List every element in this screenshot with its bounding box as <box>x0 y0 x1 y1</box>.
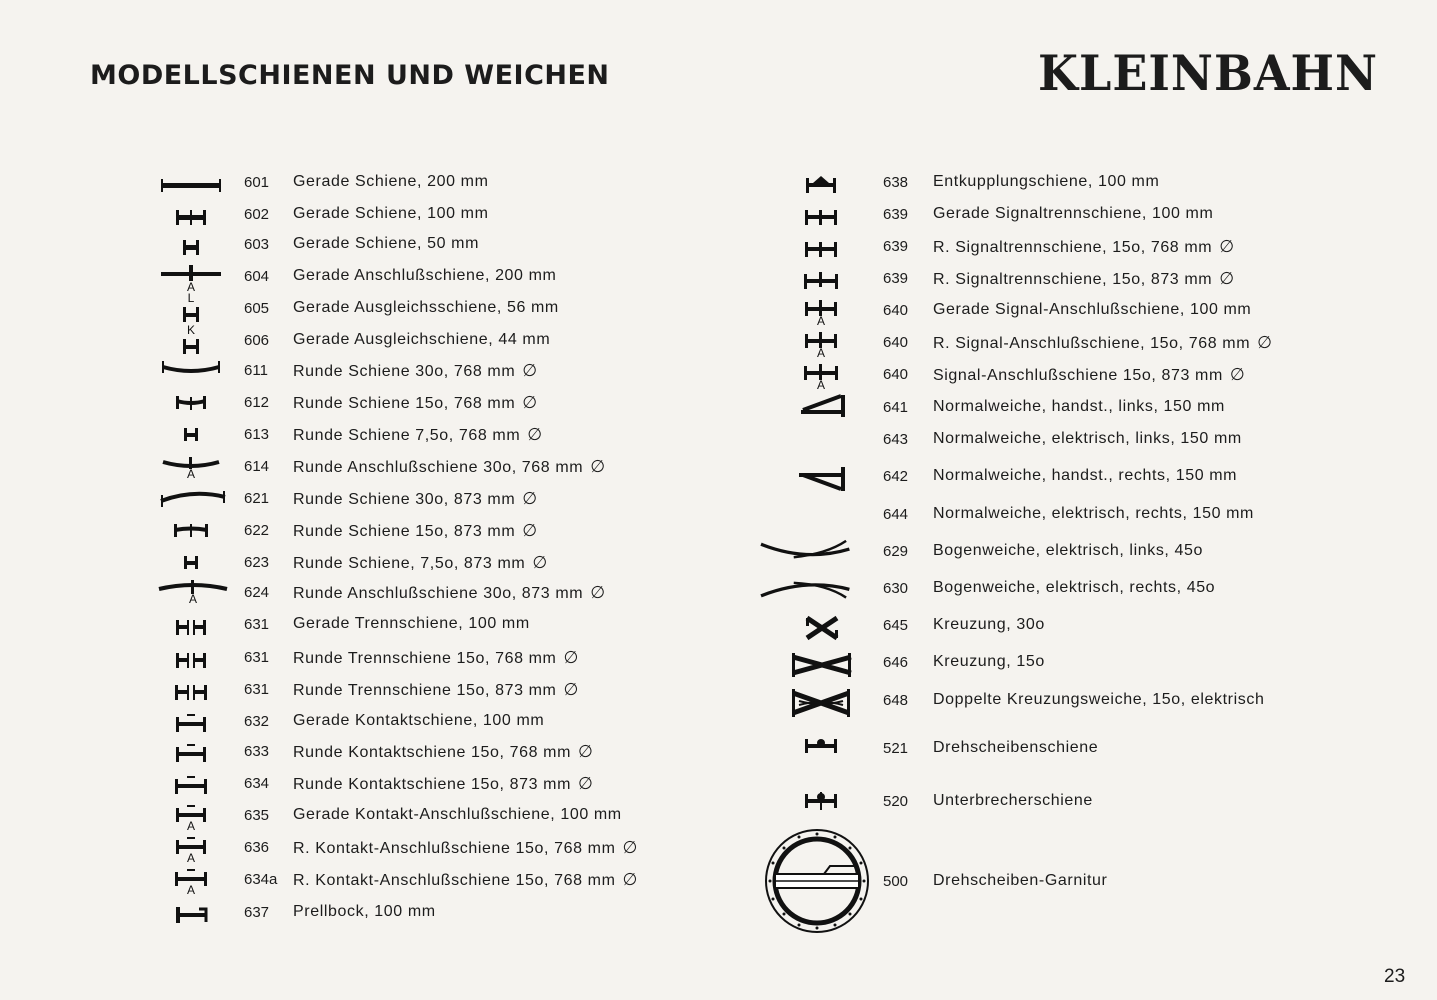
item-number: 630 <box>883 580 909 597</box>
curved-rail-short-icon <box>161 419 251 455</box>
item-description: Doppelte Kreuzungsweiche, 15o, elektrisch <box>933 691 1265 708</box>
diameter-icon: ∅ <box>522 361 538 380</box>
item-number: 614 <box>244 458 270 475</box>
page-number: 23 <box>1384 966 1406 987</box>
curved-turnout-left-icon <box>761 536 851 572</box>
item-number: 520 <box>883 793 909 810</box>
item-number: 623 <box>244 554 270 571</box>
crossing-15-icon <box>761 647 851 683</box>
item-number: 631 <box>244 681 270 698</box>
item-description: Normalweiche, elektrisch, links, 150 mm <box>933 430 1242 447</box>
double-slip-switch-icon <box>761 685 851 721</box>
item-description: Runde Schiene 30o, 768 mm ∅ <box>293 361 538 380</box>
item-description: Runde Trennschiene 15o, 768 mm ∅ <box>293 648 579 667</box>
item-number: 631 <box>244 649 270 666</box>
item-description: Drehscheiben-Garnitur <box>933 872 1108 889</box>
item-number: 642 <box>883 468 909 485</box>
glyph-label: A <box>188 592 198 606</box>
crossing-30-icon <box>761 610 851 646</box>
item-description: Prellbock, 100 mm <box>293 903 436 920</box>
glyph-label: A <box>186 280 196 294</box>
item-description: Drehscheibenschiene <box>933 739 1099 756</box>
item-number: 637 <box>244 904 270 921</box>
page-title: MODELLSCHIENEN UND WEICHEN <box>90 60 610 91</box>
glyph-label: A <box>186 883 196 897</box>
item-description: Runde Kontaktschiene 15o, 768 mm ∅ <box>293 742 594 761</box>
item-description: Gerade Schiene, 50 mm <box>293 235 480 252</box>
item-number: 604 <box>244 268 270 285</box>
item-description: Runde Kontaktschiene 15o, 873 mm ∅ <box>293 774 594 793</box>
curved-rail-long-icon <box>161 355 251 391</box>
contact-rail-icon <box>161 736 251 772</box>
signal-terminal-rail-icon <box>761 327 851 363</box>
item-description: Runde Schiene 30o, 873 mm ∅ <box>293 489 538 508</box>
diameter-icon: ∅ <box>1257 333 1273 352</box>
diameter-icon: ∅ <box>522 393 538 412</box>
curved-terminal-rail-icon <box>161 451 251 487</box>
diameter-icon: ∅ <box>532 553 548 572</box>
item-number: 639 <box>883 206 909 223</box>
item-description: Gerade Anschlußschiene, 200 mm <box>293 267 557 284</box>
glyph-label: A <box>186 467 196 481</box>
item-number: 632 <box>244 713 270 730</box>
diameter-icon: ∅ <box>527 425 543 444</box>
item-description: Runde Trennschiene 15o, 873 mm ∅ <box>293 680 579 699</box>
straight-rail-long-icon <box>161 167 251 203</box>
diameter-icon: ∅ <box>590 583 606 602</box>
item-description: Gerade Ausgleichschiene, 44 mm <box>293 331 551 348</box>
diameter-icon: ∅ <box>622 870 638 889</box>
blank-icon <box>761 424 851 460</box>
contact-terminal-rail-icon <box>161 832 251 868</box>
item-description: Runde Schiene 15o, 873 mm ∅ <box>293 521 538 540</box>
item-number: 629 <box>883 543 909 560</box>
item-description: R. Kontakt-Anschlußschiene 15o, 768 mm ∅ <box>293 838 638 857</box>
item-number: 613 <box>244 426 270 443</box>
item-number: 631 <box>244 616 270 633</box>
diameter-icon: ∅ <box>622 838 638 857</box>
item-description: Runde Schiene, 7,5o, 873 mm ∅ <box>293 553 548 572</box>
item-description: Gerade Kontakt-Anschlußschiene, 100 mm <box>293 806 622 823</box>
item-description: Unterbrecherschiene <box>933 792 1093 809</box>
isolating-rail-icon <box>161 609 251 645</box>
diameter-icon: ∅ <box>590 457 606 476</box>
item-description: Normalweiche, elektrisch, rechts, 150 mm <box>933 505 1254 522</box>
item-description: Gerade Signal-Anschlußschiene, 100 mm <box>933 301 1252 318</box>
item-number: 602 <box>244 206 270 223</box>
item-number: 644 <box>883 506 909 523</box>
item-description: Kreuzung, 15o <box>933 653 1045 670</box>
item-description: Gerade Kontaktschiene, 100 mm <box>293 712 545 729</box>
item-description: Runde Anschlußschiene 30o, 873 mm ∅ <box>293 583 606 602</box>
item-description: Gerade Ausgleichsschiene, 56 mm <box>293 299 559 316</box>
item-number: 640 <box>883 334 909 351</box>
item-number: 611 <box>244 362 268 379</box>
item-number: 621 <box>244 490 270 507</box>
curved-terminal-rail-icon <box>161 577 251 613</box>
contact-rail-icon <box>161 768 251 804</box>
item-number: 606 <box>244 332 270 349</box>
item-number: 521 <box>883 740 909 757</box>
item-number: 639 <box>883 270 909 287</box>
signal-terminal-rail-icon <box>761 359 851 395</box>
isolating-rail-icon <box>161 674 251 710</box>
item-number: 612 <box>244 394 270 411</box>
diameter-icon: ∅ <box>563 648 579 667</box>
diameter-icon: ∅ <box>522 521 538 540</box>
glyph-label: K <box>186 323 196 337</box>
glyph-label: A <box>186 851 196 865</box>
diameter-icon: ∅ <box>578 742 594 761</box>
glyph-label: A <box>816 346 826 360</box>
diameter-icon: ∅ <box>1219 237 1235 256</box>
curved-rail-icon <box>161 387 251 423</box>
brand-logo: KLEINBAHN <box>1038 44 1379 102</box>
item-description: Runde Schiene 15o, 768 mm ∅ <box>293 393 538 412</box>
diameter-icon: ∅ <box>563 680 579 699</box>
isolating-rail-icon <box>161 642 251 678</box>
compensation-rail-icon <box>161 293 251 329</box>
turntable-rail-icon <box>761 733 851 769</box>
turntable-icon <box>764 828 870 934</box>
turnout-left-icon <box>761 392 851 428</box>
item-number: 634a <box>244 871 278 888</box>
item-description: Kreuzung, 30o <box>933 616 1045 633</box>
item-number: 640 <box>883 302 909 319</box>
item-description: R. Kontakt-Anschlußschiene 15o, 768 mm ∅ <box>293 870 638 889</box>
terminal-rail-long-icon <box>161 261 251 297</box>
item-number: 641 <box>883 399 909 416</box>
item-number: 636 <box>244 839 270 856</box>
item-description: Signal-Anschlußschiene 15o, 873 mm ∅ <box>933 365 1246 384</box>
item-description: R. Signal-Anschlußschiene, 15o, 768 mm ∅ <box>933 333 1273 352</box>
diameter-icon: ∅ <box>578 774 594 793</box>
curved-rail-long-icon <box>161 483 251 519</box>
diameter-icon: ∅ <box>1219 269 1235 288</box>
item-description: Gerade Signaltrennschiene, 100 mm <box>933 205 1214 222</box>
item-description: Gerade Trennschiene, 100 mm <box>293 615 530 632</box>
turnout-right-icon <box>761 461 851 497</box>
item-number: 638 <box>883 174 909 191</box>
buffer-stop-icon <box>161 897 251 933</box>
glyph-label: L <box>187 291 195 305</box>
item-description: Gerade Schiene, 200 mm <box>293 173 489 190</box>
item-description: Gerade Schiene, 100 mm <box>293 205 489 222</box>
straight-rail-short-icon <box>161 229 251 265</box>
item-number: 648 <box>883 692 909 709</box>
item-number: 645 <box>883 617 909 634</box>
item-number: 633 <box>244 743 270 760</box>
item-number: 601 <box>244 174 270 191</box>
item-number: 640 <box>883 366 909 383</box>
glyph-label: A <box>816 378 826 392</box>
item-number: 605 <box>244 300 270 317</box>
interrupter-rail-icon <box>761 786 851 822</box>
glyph-label: A <box>186 819 196 833</box>
signal-isolating-rail-icon <box>761 263 851 299</box>
item-number: 500 <box>883 873 909 890</box>
item-description: Normalweiche, handst., links, 150 mm <box>933 398 1225 415</box>
uncoupling-rail-icon <box>761 167 851 203</box>
item-description: R. Signaltrennschiene, 15o, 768 mm ∅ <box>933 237 1235 256</box>
diameter-icon: ∅ <box>1229 365 1246 384</box>
glyph-label: A <box>816 314 826 328</box>
item-number: 624 <box>244 584 270 601</box>
contact-terminal-rail-icon <box>161 800 251 836</box>
item-description: Bogenweiche, elektrisch, rechts, 45o <box>933 579 1216 596</box>
item-number: 639 <box>883 238 909 255</box>
contact-terminal-rail-icon <box>161 864 251 900</box>
item-number: 634 <box>244 775 270 792</box>
item-description: Runde Schiene 7,5o, 768 mm ∅ <box>293 425 543 444</box>
item-number: 643 <box>883 431 909 448</box>
item-description: Entkupplungschiene, 100 mm <box>933 173 1160 190</box>
item-description: Runde Anschlußschiene 30o, 768 mm ∅ <box>293 457 606 476</box>
item-number: 622 <box>244 522 270 539</box>
item-description: Normalweiche, handst., rechts, 150 mm <box>933 467 1238 484</box>
item-number: 646 <box>883 654 909 671</box>
diameter-icon: ∅ <box>522 489 538 508</box>
curved-turnout-right-icon <box>761 573 851 609</box>
curved-rail-icon <box>161 515 251 551</box>
signal-isolating-rail-icon <box>761 199 851 235</box>
signal-terminal-rail-icon <box>761 295 851 331</box>
item-description: R. Signaltrennschiene, 15o, 873 mm ∅ <box>933 269 1235 288</box>
item-number: 603 <box>244 236 270 253</box>
item-number: 635 <box>244 807 270 824</box>
item-description: Bogenweiche, elektrisch, links, 45o <box>933 542 1204 559</box>
signal-isolating-rail-icon <box>761 231 851 267</box>
blank-icon <box>761 499 851 535</box>
